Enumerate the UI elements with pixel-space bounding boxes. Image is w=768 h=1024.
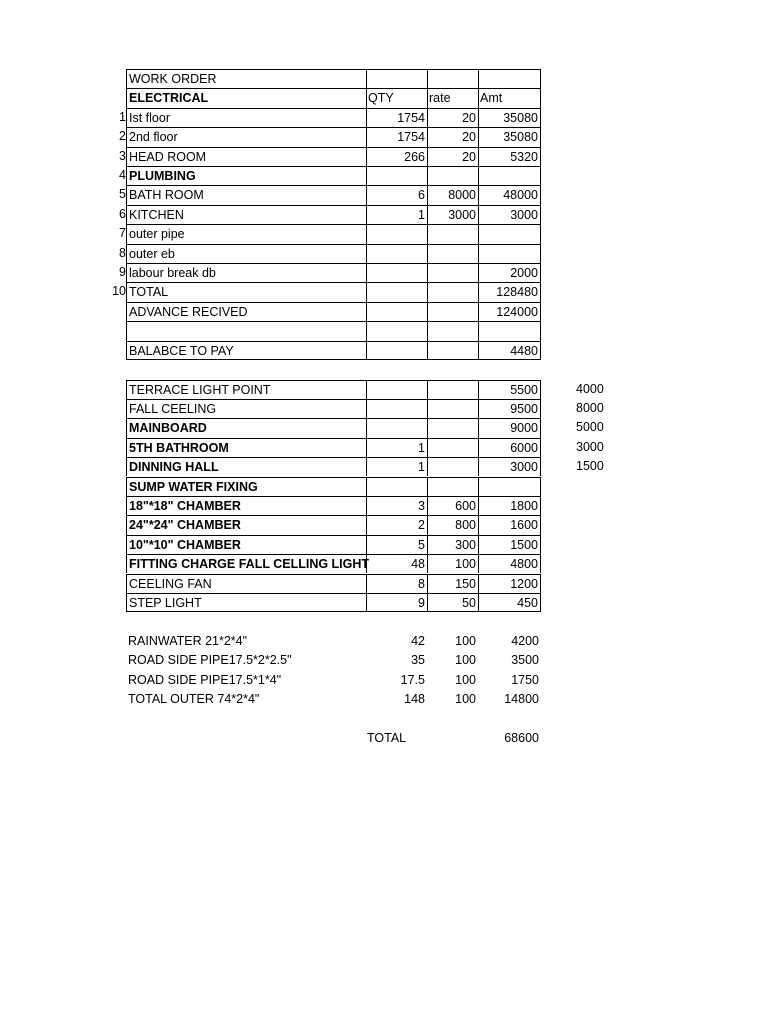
item-name[interactable]: TERRACE LIGHT POINT [126,380,366,399]
table-row [0,224,768,243]
item-amt[interactable] [478,477,541,496]
outer-item-name[interactable]: RAINWATER 21*2*4" [128,633,248,648]
item-name[interactable]: FITTING CHARGE FALL CELLING LIGHT [126,554,366,573]
table-row [0,535,768,554]
table1-header-row [0,88,768,107]
item-amt[interactable]: 5320 [478,147,541,166]
table-row [0,166,768,185]
grand-total-row [0,729,768,748]
outer-item-qty[interactable]: 148 [404,691,425,706]
item-amt[interactable]: 1800 [478,496,541,515]
row-number: 6 [119,206,126,221]
item-name[interactable]: 24"*24" CHAMBER [126,515,366,534]
item-amt[interactable]: 3000 [478,457,541,476]
total-row [0,282,768,301]
item-name[interactable]: KITCHEN [126,205,366,224]
item-name[interactable]: outer pipe [126,224,366,243]
grand-total-value[interactable]: 68600 [504,730,539,745]
item-rate[interactable]: 800 [427,515,478,534]
outer-item-name[interactable]: ROAD SIDE PIPE17.5*2*2.5" [128,653,292,668]
table-row [0,554,768,573]
item-rate[interactable]: 50 [427,593,478,612]
table-row [0,418,768,437]
item-name[interactable]: BATH ROOM [126,185,366,204]
row-number: 5 [119,187,126,202]
extra-amount[interactable]: 5000 [576,420,604,435]
outer-item-name[interactable]: TOTAL OUTER 74*2*4" [128,691,260,706]
item-name[interactable]: labour break db [126,263,366,282]
item-name[interactable]: 5TH BATHROOM [126,438,366,457]
outer-row [0,651,768,670]
outer-row [0,690,768,709]
balance-amount[interactable]: 4480 [478,341,541,360]
work-order-title[interactable]: WORK ORDER [126,69,366,88]
total-label[interactable]: TOTAL [126,282,366,301]
outer-row [0,671,768,690]
item-qty[interactable] [366,282,427,301]
item-rate[interactable] [427,341,478,360]
item-name[interactable]: CEELING FAN [126,574,366,593]
item-amt[interactable] [478,224,541,243]
item-qty[interactable] [366,224,427,243]
item-name[interactable]: 18"*18" CHAMBER [126,496,366,515]
item-qty[interactable] [366,341,427,360]
item-qty[interactable]: 1 [366,457,427,476]
item-rate[interactable]: 20 [427,108,478,127]
outer-item-amt[interactable]: 4200 [511,633,539,648]
outer-row [0,632,768,651]
item-name[interactable]: outer eb [126,244,366,263]
outer-item-amt[interactable]: 3500 [511,653,539,668]
item-qty[interactable] [366,321,427,340]
extra-amount[interactable]: 8000 [576,400,604,415]
table-row [0,244,768,263]
item-amt[interactable]: 9500 [478,399,541,418]
item-rate[interactable] [427,244,478,263]
outer-item-amt[interactable]: 14800 [504,691,539,706]
item-rate[interactable] [427,418,478,437]
item-name[interactable]: 10"*10" CHAMBER [126,535,366,554]
item-rate[interactable] [427,166,478,185]
outer-item-rate[interactable]: 100 [455,633,476,648]
item-qty[interactable]: 8 [366,574,427,593]
item-rate[interactable]: 20 [427,127,478,146]
item-amt[interactable]: 9000 [478,418,541,437]
item-rate[interactable]: 3000 [427,205,478,224]
item-qty[interactable] [366,244,427,263]
header-amt[interactable]: Amt [478,88,541,107]
table-row [0,399,768,418]
item-amt[interactable]: 35080 [478,127,541,146]
table1-title-row [0,69,768,88]
item-rate[interactable]: 20 [427,147,478,166]
item-qty[interactable]: 6 [366,185,427,204]
item-amt[interactable]: 1200 [478,574,541,593]
item-rate[interactable] [427,399,478,418]
outer-item-rate[interactable]: 100 [455,672,476,687]
table-row [0,185,768,204]
item-amt[interactable] [478,244,541,263]
item-amt[interactable]: 4800 [478,554,541,573]
table-row [0,108,768,127]
item-amt[interactable]: 35080 [478,108,541,127]
item-qty[interactable]: 3 [366,496,427,515]
item-qty[interactable]: 1754 [366,108,427,127]
empty-row [0,321,768,340]
item-qty[interactable]: 48 [366,554,427,573]
section-sump-water[interactable]: SUMP WATER FIXING [126,477,366,496]
outer-item-rate[interactable]: 100 [455,691,476,706]
item-rate[interactable]: 8000 [427,185,478,204]
row-number: 4 [119,168,126,182]
item-amt[interactable]: 3000 [478,205,541,224]
header-electrical[interactable]: ELECTRICAL [126,88,366,107]
item-qty[interactable]: 1 [366,438,427,457]
table-row [0,147,768,166]
item-rate[interactable]: 100 [427,554,478,573]
advance-row [0,302,768,321]
extra-amount[interactable]: 1500 [576,459,604,474]
item-name[interactable]: 2nd floor [126,127,366,146]
outer-item-rate[interactable]: 100 [455,653,476,668]
section-plumbing[interactable]: PLUMBING [126,166,366,185]
table-row [0,574,768,593]
header-rate[interactable]: rate [427,88,478,107]
item-name[interactable] [126,321,366,340]
item-rate[interactable] [427,438,478,457]
item-qty[interactable] [366,263,427,282]
item-amt[interactable] [478,166,541,185]
item-amt[interactable]: 5500 [478,380,541,399]
item-qty[interactable]: 266 [366,147,427,166]
outer-item-qty[interactable]: 42 [411,633,425,648]
item-qty[interactable] [366,399,427,418]
table-row [0,496,768,515]
extra-amount[interactable]: 3000 [576,439,604,454]
outer-item-qty[interactable]: 17.5 [400,672,425,687]
item-rate[interactable] [427,302,478,321]
table-row [0,380,768,399]
item-qty[interactable] [366,166,427,185]
header-qty[interactable]: QTY [366,88,427,107]
item-qty[interactable]: 1 [366,205,427,224]
item-name[interactable]: Ist floor [126,108,366,127]
outer-item-amt[interactable]: 1750 [511,672,539,687]
item-rate[interactable]: 300 [427,535,478,554]
row-number: 2 [119,129,126,144]
row-number: 1 [119,109,126,124]
item-qty[interactable]: 9 [366,593,427,612]
item-rate[interactable]: 150 [427,574,478,593]
table-row [0,515,768,534]
item-qty[interactable]: 1754 [366,127,427,146]
item-rate[interactable]: 600 [427,496,478,515]
table-row [0,457,768,476]
table-row [0,263,768,282]
item-qty[interactable] [366,418,427,437]
balance-row [0,341,768,360]
item-qty[interactable]: 2 [366,515,427,534]
table-row [0,205,768,224]
extra-amount[interactable]: 4000 [576,381,604,396]
row-number: 3 [119,148,126,163]
item-amt[interactable]: 6000 [478,438,541,457]
item-amt[interactable]: 1600 [478,515,541,534]
item-name[interactable]: STEP LIGHT [126,593,366,612]
total-amount[interactable]: 128480 [478,282,541,301]
item-rate[interactable] [427,282,478,301]
item-name[interactable]: DINNING HALL [126,457,366,476]
row-number: 7 [119,226,126,241]
row-number: 8 [119,245,126,260]
item-amt[interactable]: 48000 [478,185,541,204]
balance-label[interactable]: BALABCE TO PAY [126,341,366,360]
item-qty[interactable] [366,477,427,496]
item-name[interactable]: MAINBOARD [126,418,366,437]
outer-item-name[interactable]: ROAD SIDE PIPE17.5*1*4" [128,672,282,687]
cell[interactable] [478,69,541,88]
item-amt[interactable] [478,321,541,340]
item-rate[interactable] [427,380,478,399]
item-name[interactable]: HEAD ROOM [126,147,366,166]
grand-total-label[interactable]: TOTAL [367,730,407,745]
item-rate[interactable] [427,477,478,496]
item-rate[interactable] [427,457,478,476]
table-row [0,127,768,146]
cell[interactable] [366,69,427,88]
item-name[interactable]: FALL CEELING [126,399,366,418]
item-rate[interactable] [427,263,478,282]
table-row [0,477,768,496]
item-amt[interactable]: 1500 [478,535,541,554]
table-row [0,438,768,457]
table-row [0,593,768,612]
advance-label[interactable]: ADVANCE RECIVED [126,302,366,321]
advance-amount[interactable]: 124000 [478,302,541,321]
outer-item-qty[interactable]: 35 [411,653,425,668]
item-qty[interactable] [366,380,427,399]
row-number: 10 [112,284,126,299]
cell[interactable] [427,69,478,88]
item-amt[interactable]: 450 [478,593,541,612]
item-rate[interactable] [427,321,478,340]
item-qty[interactable]: 5 [366,535,427,554]
row-number: 9 [119,265,126,279]
item-amt[interactable]: 2000 [478,263,541,282]
item-rate[interactable] [427,224,478,243]
item-qty[interactable] [366,302,427,321]
